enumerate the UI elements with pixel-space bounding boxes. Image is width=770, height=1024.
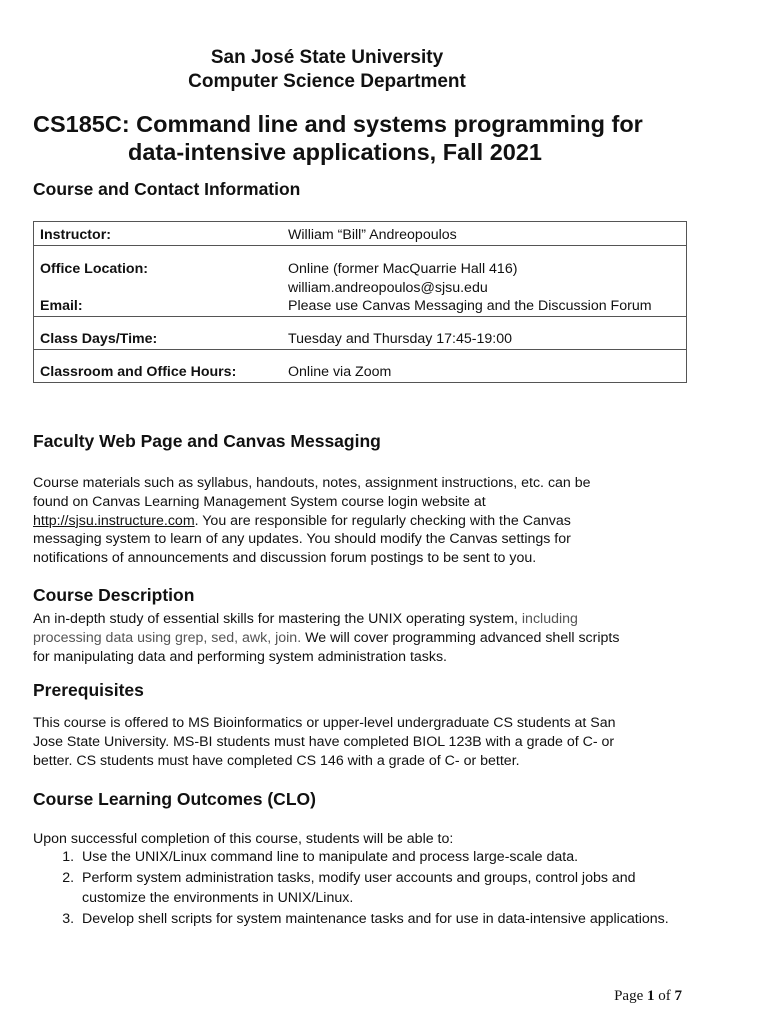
faculty-text-end: . You are responsible for regularly checking with the Canvas messaging system to learn of any updates. You should modify the Canvas settings for notifications of announcements and discussion forum postings to be sent to you. [33, 512, 571, 567]
page-total: 7 [674, 988, 682, 1004]
contact-heading: Course and Contact Information [33, 179, 301, 199]
office-location-value: Online (former MacQuarrie Hall 416) [282, 246, 687, 279]
faculty-text-start: Course materials such as syllabus, handouts, notes, assignment instructions, etc. can be found on Canvas Learning Management System course login website at [33, 475, 591, 510]
instructor-label: Instructor: [34, 222, 283, 246]
table-row [34, 246, 687, 279]
class-days-value: Tuesday and Thursday 17:45-19:00 [282, 316, 687, 349]
faculty-paragraph [33, 474, 623, 568]
email-note: Please use Canvas Messaging and the Discussion Forum [288, 297, 652, 314]
list-item: 3. Develop shell scripts for system maintenance tasks and for use in data-intensive applications. [78, 909, 678, 930]
page-of-word: of [654, 988, 675, 1004]
description-text-1: An in-depth study of essential skills for mastering the UNIX operating system, [33, 611, 522, 627]
prerequisites-heading: Prerequisites [33, 680, 144, 700]
clo-intro: Upon successful completion of this course, students will be able to: [33, 831, 454, 847]
email-label: Email: [34, 279, 283, 317]
table-row [34, 349, 687, 382]
page-word: Page [614, 988, 647, 1004]
instructor-value: William “Bill” Andreopoulos [282, 222, 687, 246]
contact-table [33, 221, 687, 383]
prerequisites-paragraph: This course is offered to MS Bioinformatics or upper-level undergraduate CS students at San Jose State University. MS-BI students must have completed BIOL 123B with a grade of C- or better. CS students must have completed CS 146 with a grade of C- or better. [33, 715, 616, 769]
course-title-line2: data-intensive applications, Fall 2021 [128, 139, 543, 165]
email-address: william.andreopoulos@sjsu.edu [288, 279, 488, 296]
page-footer [614, 988, 682, 1005]
description-heading: Course Description [33, 585, 195, 605]
department-name: Computer Science Department [188, 71, 466, 92]
table-row [34, 222, 687, 246]
faculty-heading: Faculty Web Page and Canvas Messaging [33, 431, 381, 451]
list-item: 2. Perform system administration tasks, modify user accounts and groups, control jobs and customize the environments in UNIX/Linux. [78, 868, 678, 909]
description-text-2: including processing data using grep, sed, awk, join. [33, 611, 578, 646]
class-days-label: Class Days/Time: [34, 316, 283, 349]
course-title [33, 110, 673, 166]
canvas-link[interactable]: http://sjsu.instructure.com [33, 512, 195, 529]
list-item: 1. Use the UNIX/Linux command line to manipulate and process large-scale data. [78, 847, 678, 868]
clo-heading: Course Learning Outcomes (CLO) [33, 789, 316, 809]
office-location-label: Office Location: [34, 246, 283, 279]
classroom-value: Online via Zoom [282, 349, 687, 382]
table-row [34, 279, 687, 317]
clo-list [33, 847, 678, 929]
table-row [34, 316, 687, 349]
classroom-label: Classroom and Office Hours: [34, 349, 283, 382]
description-text-3: We will cover programming advanced shell scripts for manipulating data and performing system administration tasks. [33, 629, 620, 665]
university-name: San José State University [210, 47, 444, 68]
email-value [282, 279, 687, 317]
course-title-line1: CS185C: Command line and systems programming for [33, 111, 643, 137]
description-paragraph [33, 610, 623, 666]
page-current: 1 [647, 988, 655, 1004]
